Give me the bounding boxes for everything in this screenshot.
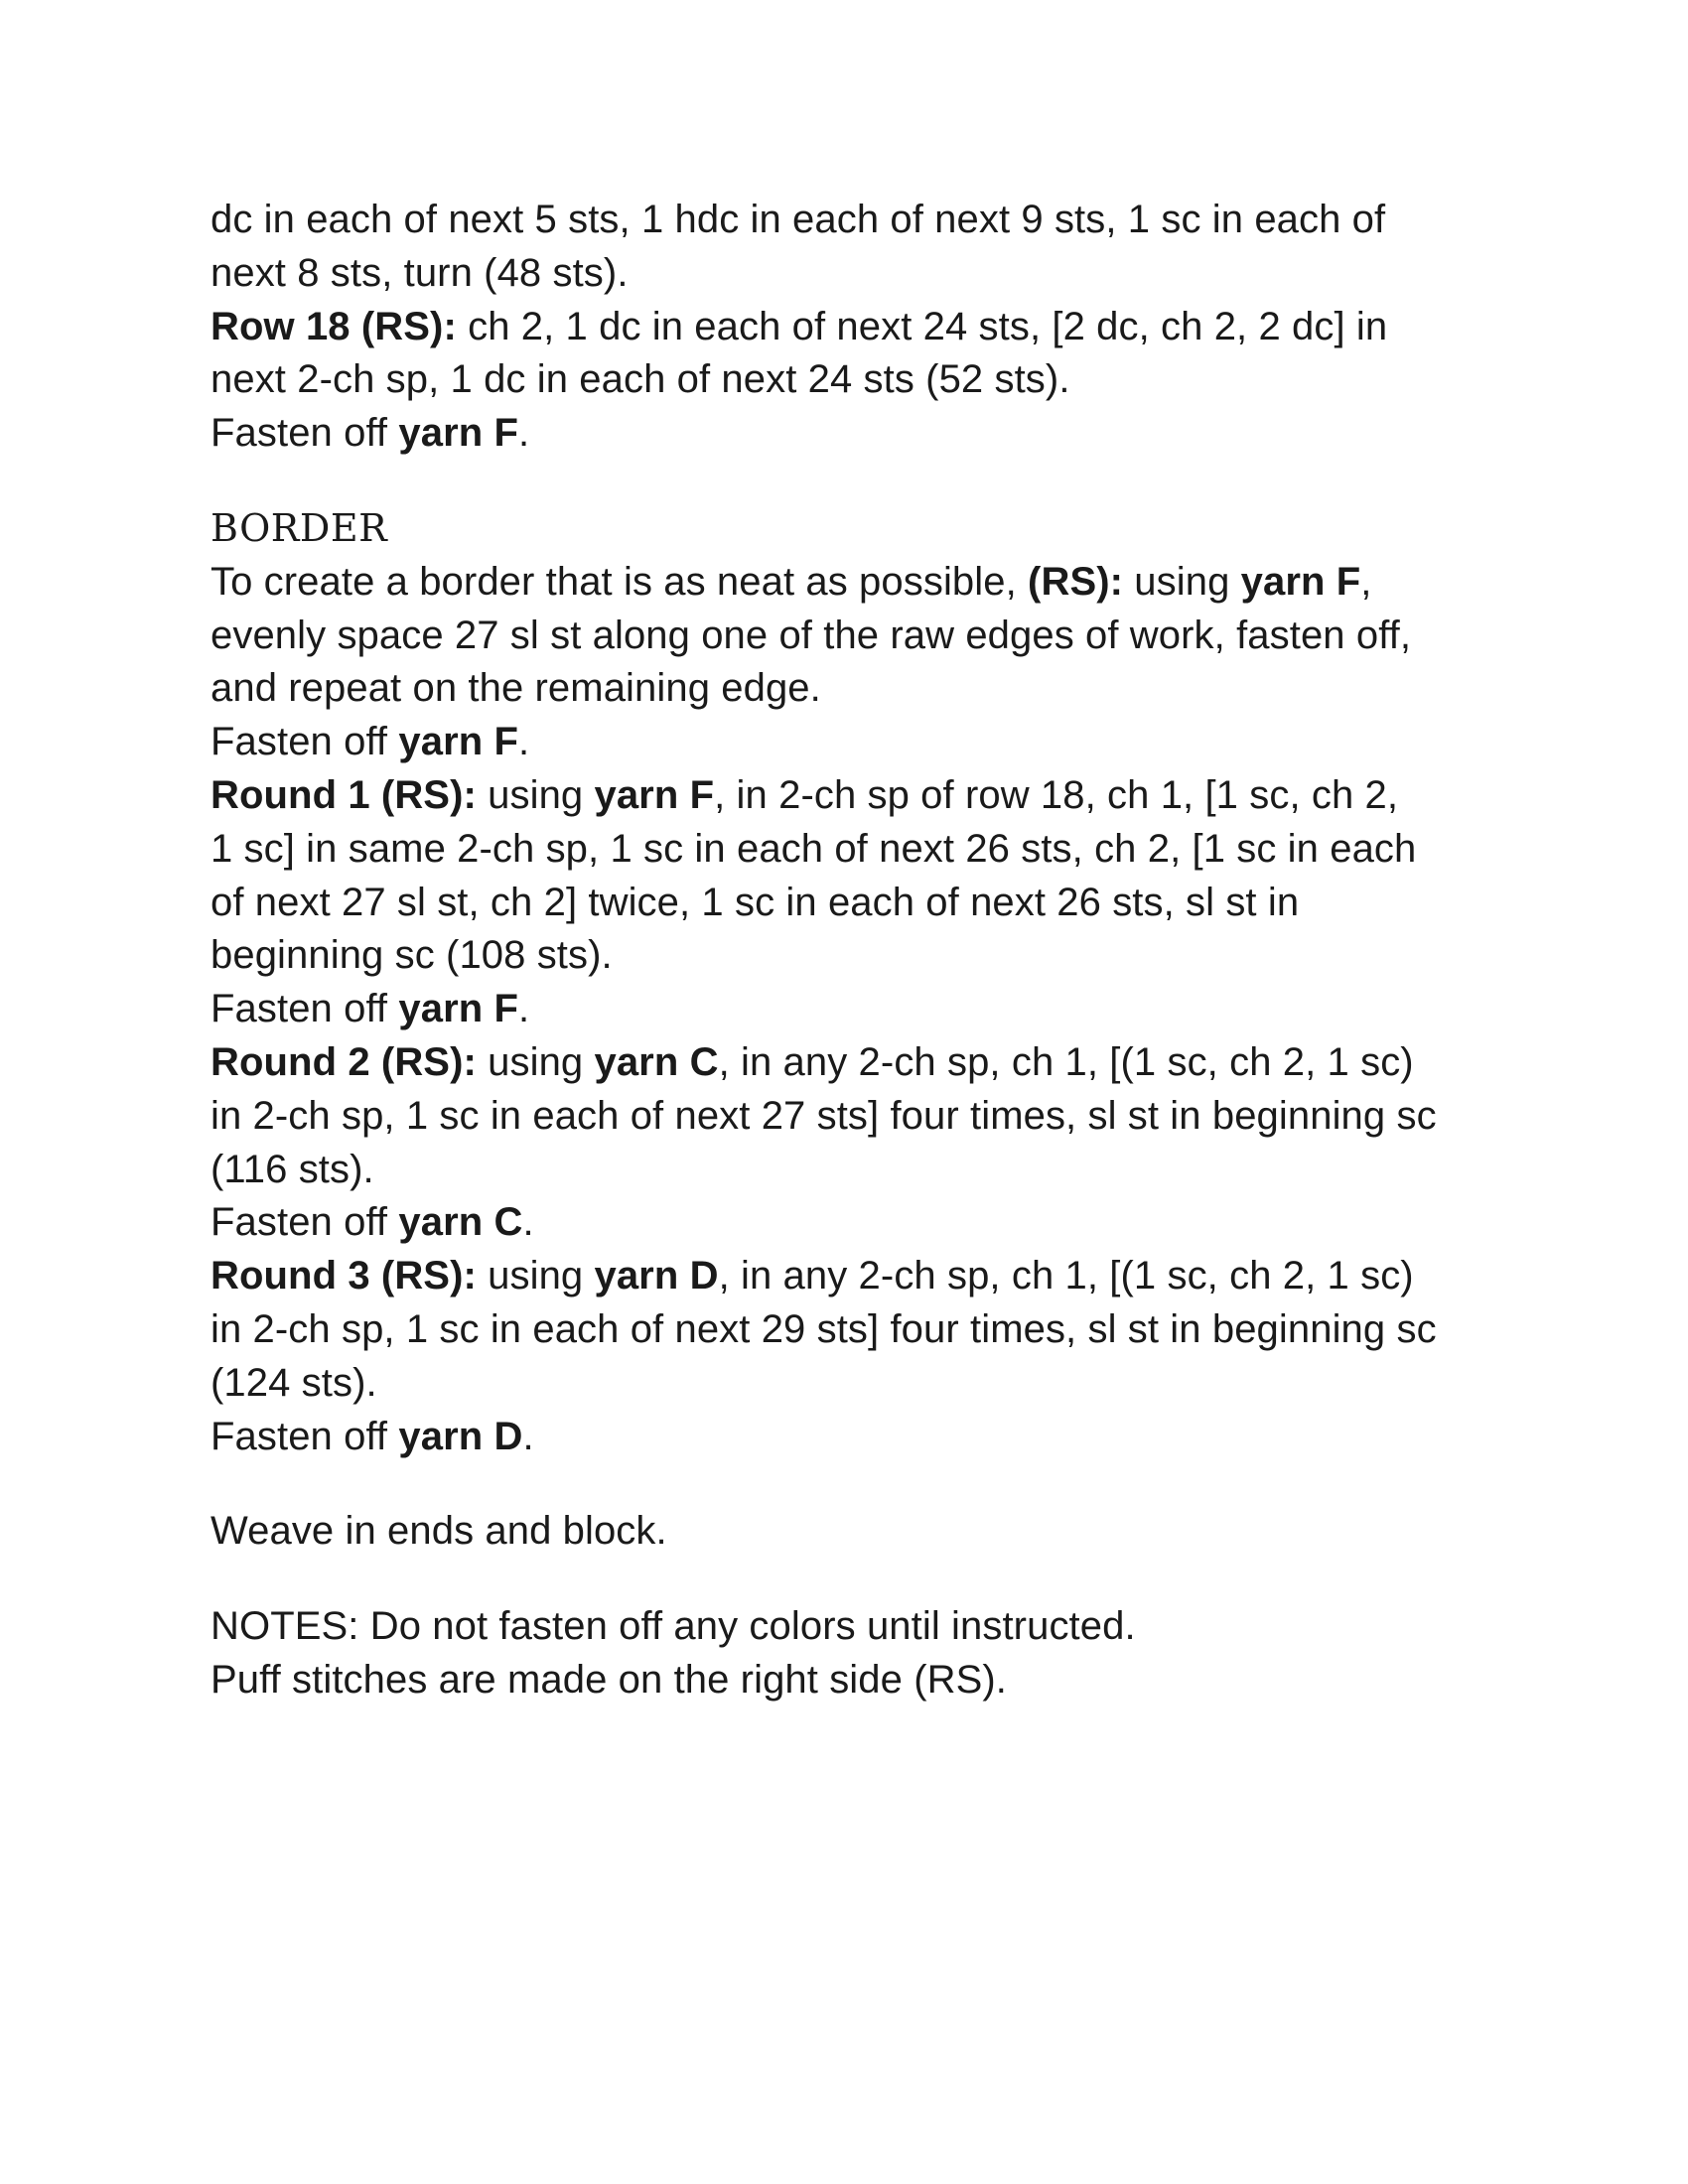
text-run: . <box>518 411 530 456</box>
text-run: (116 sts). <box>211 1147 374 1191</box>
text-line <box>211 716 1491 769</box>
row-17-continuation-section <box>211 194 1491 301</box>
bold-text: Round 2 (RS): <box>211 1039 477 1084</box>
bold-text: yarn D <box>398 1414 523 1458</box>
text-run: , in 2-ch sp of row 18, ch 1, [1 sc, ch 2, <box>714 772 1399 817</box>
document-page <box>211 194 1491 1707</box>
bold-text: yarn F <box>398 411 519 456</box>
text-run: Fasten off <box>211 1414 399 1458</box>
text-run: ch 2, 1 dc in each of next 24 sts, [2 dc, ch 2, 2 dc] in <box>456 304 1388 348</box>
text-run: (124 sts). <box>211 1360 377 1405</box>
text-run: NOTES: Do not fasten off any colors until instructed. <box>211 1604 1136 1649</box>
finishing-section <box>211 1505 1491 1559</box>
text-run: Fasten off <box>211 987 399 1031</box>
text-run: Fasten off <box>211 411 399 456</box>
bold-text: Row 18 (RS): <box>211 304 457 348</box>
text-line <box>211 1090 1491 1144</box>
text-run: and repeat on the remaining edge. <box>211 666 821 711</box>
bold-text: Round 1 (RS): <box>211 772 477 817</box>
paragraph-gap <box>211 461 1491 502</box>
bold-text: yarn C <box>398 1200 523 1245</box>
text-line <box>211 1600 1491 1654</box>
bold-text: yarn F <box>398 720 519 764</box>
text-run: using <box>476 1039 595 1084</box>
text-line <box>211 353 1491 407</box>
text-run: , in any 2-ch sp, ch 1, [(1 sc, ch 2, 1 sc) <box>718 1039 1414 1084</box>
bold-text: Round 3 (RS): <box>211 1254 477 1298</box>
round-1-section <box>211 769 1491 1036</box>
text-run: dc in each of next 5 sts, 1 hdc in each of next 9 sts, 1 sc in each of <box>211 198 1386 241</box>
paragraph-gap <box>211 1463 1491 1505</box>
text-line <box>211 929 1491 983</box>
round-2-section <box>211 1036 1491 1250</box>
text-run: , <box>1360 559 1372 604</box>
text-line <box>211 407 1491 461</box>
row-18-section <box>211 301 1491 461</box>
text-run: To create a border that is as neat as possible, <box>211 559 1029 604</box>
text-run: Puff stitches are made on the right side (RS). <box>211 1657 1008 1702</box>
text-run: Fasten off <box>211 1200 399 1245</box>
text-line <box>211 1303 1491 1357</box>
text-run: , in any 2-ch sp, ch 1, [(1 sc, ch 2, 1 sc) <box>718 1254 1414 1298</box>
text-line <box>211 194 1491 247</box>
border-heading-section <box>211 502 1491 556</box>
text-run: Weave in ends and block. <box>211 1509 667 1554</box>
text-line <box>211 301 1491 354</box>
bold-text: (RS): <box>1028 559 1124 604</box>
text-line <box>211 1505 1491 1559</box>
text-line <box>211 877 1491 930</box>
notes-section <box>211 1600 1491 1707</box>
text-run: of next 27 sl st, ch 2] twice, 1 sc in each of next 26 sts, sl st in <box>211 880 1300 924</box>
text-line <box>211 1196 1491 1250</box>
text-run: using <box>476 772 595 817</box>
bold-text: yarn F <box>594 772 715 817</box>
text-line <box>211 1250 1491 1303</box>
text-line <box>211 1654 1491 1707</box>
text-run: . <box>518 720 530 764</box>
round-3-section <box>211 1250 1491 1463</box>
text-run: Fasten off <box>211 720 399 764</box>
text-run: . <box>518 987 530 1031</box>
text-run: . <box>522 1200 534 1245</box>
paragraph-gap <box>211 1559 1491 1600</box>
text-line <box>211 1357 1491 1411</box>
bold-text: yarn F <box>398 987 519 1031</box>
bold-text: yarn D <box>594 1254 719 1298</box>
text-run: using <box>476 1254 595 1298</box>
section-heading: BORDER <box>211 505 388 550</box>
text-line <box>211 662 1491 716</box>
text-line <box>211 823 1491 877</box>
text-run: in 2-ch sp, 1 sc in each of next 27 sts] four times, sl st in beginning sc <box>211 1093 1437 1138</box>
text-line <box>211 1144 1491 1197</box>
text-run: next 2-ch sp, 1 dc in each of next 24 sts (52 sts). <box>211 357 1070 402</box>
text-line <box>211 247 1491 301</box>
text-line <box>211 1036 1491 1090</box>
text-run: . <box>522 1414 534 1458</box>
text-run: next 8 sts, turn (48 sts). <box>211 250 629 295</box>
text-line <box>211 1411 1491 1464</box>
text-run: in 2-ch sp, 1 sc in each of next 29 sts] four times, sl st in beginning sc <box>211 1306 1437 1351</box>
bold-text: yarn F <box>1240 559 1361 604</box>
border-intro-section <box>211 556 1491 769</box>
text-run: beginning sc (108 sts). <box>211 933 613 978</box>
text-line <box>211 610 1491 663</box>
text-run: using <box>1123 559 1241 604</box>
text-line <box>211 983 1491 1036</box>
text-line <box>211 769 1491 823</box>
bold-text: yarn C <box>594 1039 719 1084</box>
text-run: evenly space 27 sl st along one of the raw edges of work, fasten off, <box>211 613 1412 657</box>
text-run: 1 sc] in same 2-ch sp, 1 sc in each of next 26 sts, ch 2, [1 sc in each <box>211 826 1417 871</box>
text-line <box>211 556 1491 610</box>
